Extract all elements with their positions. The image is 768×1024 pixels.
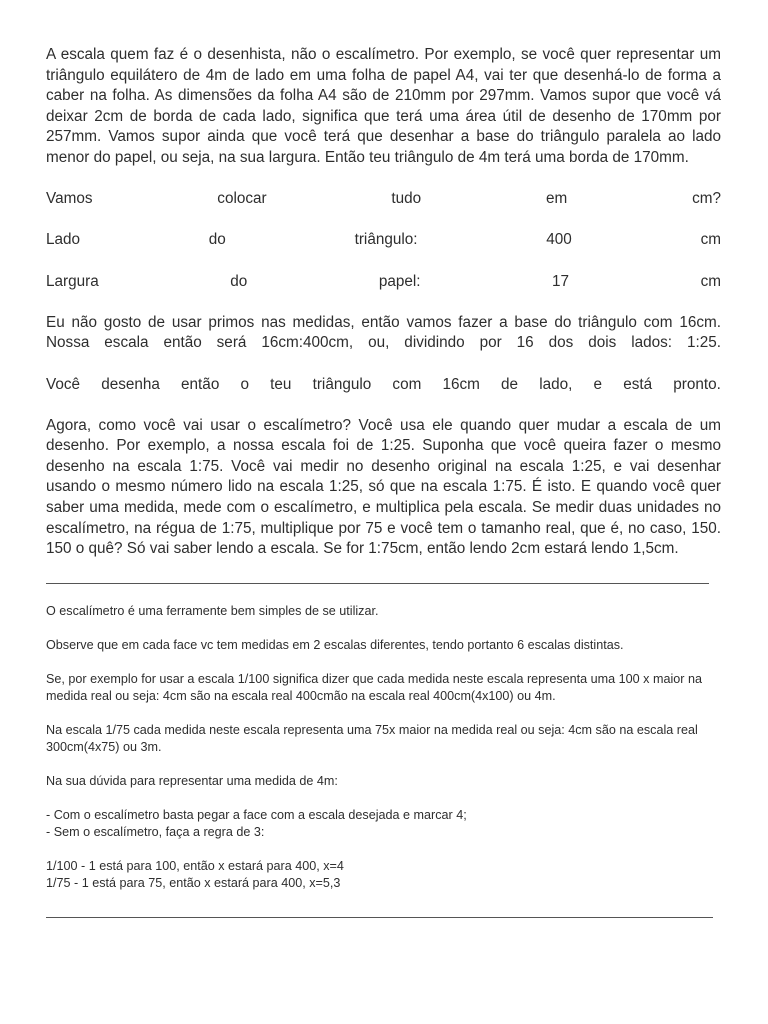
word: em <box>546 190 568 208</box>
word: de <box>501 375 519 393</box>
paragraph-intro <box>46 45 721 169</box>
word: triângulo: <box>354 231 418 249</box>
text-line: desenho na escala 1:75. Você vai medir no desenho original na escala 1:25, e vai desenhar <box>46 457 721 475</box>
word: do <box>208 231 226 249</box>
paragraph-scale <box>46 313 721 354</box>
word: 400 <box>546 231 572 249</box>
word: 16cm <box>442 375 480 393</box>
paragraph-usage <box>46 416 721 560</box>
word: tudo <box>391 190 422 208</box>
word: lado, <box>539 375 573 393</box>
word: Lado <box>46 231 81 249</box>
text-line: Se, por exemplo for usar a escala 1/100 significa dizer que cada medida neste escala representa uma 100 x maior na <box>46 672 702 686</box>
justified-line-units <box>46 189 721 210</box>
separator-line <box>46 583 709 584</box>
word: cm <box>700 231 721 249</box>
text-line: caber na folha. As dimensões da folha A4 são de 210mm por 297mm. Vamos supor que você vá <box>46 87 721 105</box>
word: teu <box>270 375 292 393</box>
text-line: saber uma medida, mede com o escalímetro, e multiplica pela escala. Se medir duas unidades no <box>46 499 721 517</box>
text-line: Observe que em cada face vc tem medidas em 2 escalas diferentes, tendo portanto 6 escalas distintas. <box>46 638 624 652</box>
text-line: 300cm(4x75) ou 3m. <box>46 740 162 754</box>
word: Você <box>46 375 81 393</box>
text-line: A escala quem faz é o desenhista, não o escalímetro. Por exemplo, se você quer representar um <box>46 46 721 63</box>
word: com <box>392 375 422 393</box>
text-line: Na escala 1/75 cada medida neste escala representa uma 75x maior na medida real ou seja: 4cm são na escala real <box>46 723 698 737</box>
text-line: medida real ou seja: 4cm são na escala real 400cmão na escala real 400cm(4x100) ou 4m. <box>46 689 556 703</box>
text-line: 1/100 - 1 está para 100, então x estará para 400, x=4 <box>46 859 344 873</box>
text-line: escalímetro, na régua de 1:75, multiplique por 75 e você tem o tamanho real, que é, no caso, 150. <box>46 519 721 537</box>
word: triângulo <box>312 375 372 393</box>
text-line: O escalímetro é uma ferramente bem simples de se utilizar. <box>46 604 379 618</box>
word: do <box>230 272 248 290</box>
answer-body <box>46 603 726 892</box>
separator-line <box>46 917 713 918</box>
text-line: 1/75 - 1 está para 75, então x estará para 400, x=5,3 <box>46 876 341 890</box>
article-body <box>46 45 721 560</box>
word: pronto. <box>673 375 721 393</box>
word: papel: <box>378 272 421 290</box>
word: desenha <box>101 375 160 393</box>
text-line: usando o mesmo número lido na escala 1:25, só que na escala 1:75. É isto. E quando você quer <box>46 478 721 496</box>
text-line: Na sua dúvida para representar uma medida de 4m: <box>46 774 338 788</box>
word: o <box>240 375 249 393</box>
text-line: deixar 2cm de borda de cada lado, significa que terá uma área útil de desenho de 170mm por <box>46 107 721 125</box>
word: cm <box>700 272 721 290</box>
text-line: Nossa escala então será 16cm:400cm, ou, dividindo por 16 dos dois lados: 1:25. <box>46 334 721 352</box>
word: Largura <box>46 272 99 290</box>
word: cm? <box>692 190 721 208</box>
word: e <box>593 375 603 393</box>
text-line: triângulo equilátero de 4m de lado em uma folha de papel A4, vai ter que desenhá-lo de forma a <box>46 66 721 84</box>
text-line: 150 o quê? Só vai saber lendo a escala. Se for 1:75cm, então lendo 2cm estará lendo 1,5cm. <box>46 540 679 558</box>
word: Vamos <box>46 190 93 208</box>
word: então <box>181 375 220 393</box>
justified-line-side <box>46 230 721 251</box>
justified-line-width <box>46 272 721 293</box>
text-line: Eu não gosto de usar primos nas medidas, então vamos fazer a base do triângulo com 16cm. <box>46 313 721 331</box>
text-line: 257mm. Vamos supor ainda que você terá que desenhar a base do triângulo paralela ao lado <box>46 128 721 146</box>
text-line: - Com o escalímetro basta pegar a face com a escala desejada e marcar 4; <box>46 808 467 822</box>
word: está <box>623 375 653 393</box>
word: colocar <box>217 190 267 208</box>
text-line: - Sem o escalímetro, faça a regra de 3: <box>46 825 265 839</box>
text-line: desenho. Por exemplo, a nossa escala foi de 1:25. Suponha que você queira fazer o mesmo <box>46 437 721 455</box>
text-line: Agora, como você vai usar o escalímetro? Você usa ele quando quer mudar a escala de um <box>46 416 721 434</box>
text-line: menor do papel, ou seja, na sua largura. Então teu triângulo de 4m terá uma borda de 170mm. <box>46 148 689 166</box>
justified-line-draw <box>46 375 721 396</box>
word: 17 <box>552 272 570 290</box>
